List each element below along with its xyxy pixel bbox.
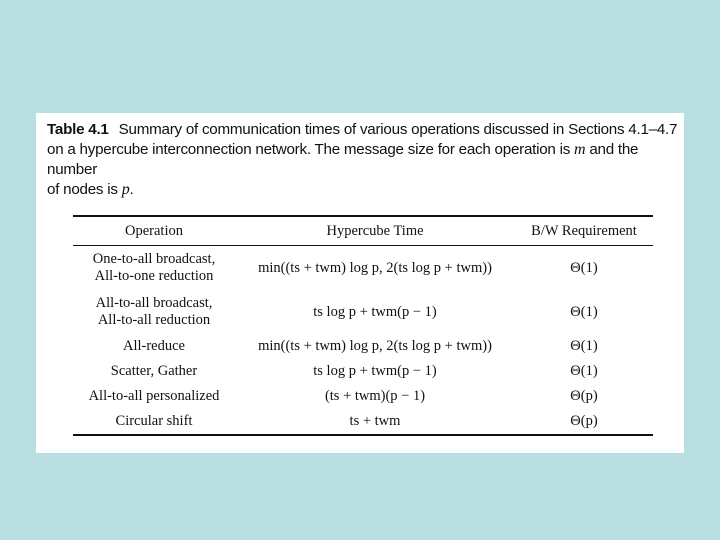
caption-line-3: of nodes is	[47, 181, 122, 198]
time-cell: min((ts + twm) log p, 2(ts log p + twm))	[258, 338, 492, 354]
operation-cell	[73, 251, 235, 285]
operation-line: One-to-all broadcast,	[92, 251, 216, 267]
time-cell: (ts + twm)(p − 1)	[324, 388, 426, 404]
caption-line-1: Summary of communication times of various operations discussed in Sections 4.1–4.7	[118, 121, 678, 138]
bw-cell: Θ(p)	[570, 413, 598, 429]
header-operation: Operation	[125, 222, 183, 239]
bw-cell: Θ(1)	[570, 338, 598, 354]
time-cell: min((ts + twm) log p, 2(ts log p + twm))	[258, 259, 492, 276]
operation-line: All-to-all reduction	[97, 312, 211, 328]
operation-cell: Circular shift	[115, 413, 193, 429]
caption-line-2-end: and the number	[47, 141, 639, 178]
table-caption	[47, 120, 682, 200]
header-hypercube-time: Hypercube Time	[326, 222, 424, 239]
table-row	[73, 359, 653, 384]
bottom-rule	[73, 434, 653, 436]
message-size-variable: m	[574, 141, 586, 158]
operation-cell	[73, 295, 235, 329]
nodes-variable: p	[121, 181, 130, 198]
table-row	[73, 409, 653, 434]
operation-cell: All-reduce	[123, 338, 185, 354]
time-cell: ts log p + twm(p − 1)	[313, 363, 437, 379]
bw-cell: Θ(1)	[570, 259, 598, 276]
bw-cell: Θ(1)	[570, 303, 598, 320]
caption-label: Table 4.1	[47, 121, 109, 138]
table-panel	[36, 113, 684, 453]
operation-cell: All-to-all personalized	[88, 388, 220, 404]
table-row	[73, 246, 653, 290]
communication-times-table	[73, 215, 653, 436]
table-row	[73, 334, 653, 359]
table-row	[73, 290, 653, 334]
bw-cell: Θ(1)	[570, 363, 598, 379]
table-row	[73, 384, 653, 409]
table-header	[73, 217, 653, 245]
bw-cell: Θ(p)	[570, 388, 598, 404]
operation-line: All-to-all broadcast,	[95, 295, 213, 311]
time-cell: ts + twm	[349, 413, 401, 429]
caption-period: .	[129, 181, 134, 198]
time-cell: ts log p + twm(p − 1)	[313, 303, 437, 320]
header-bw-requirement: B/W Requirement	[531, 222, 637, 239]
operation-cell: Scatter, Gather	[110, 363, 198, 379]
operation-line: All-to-one reduction	[94, 268, 214, 284]
caption-line-2: on a hypercube interconnection network. The message size for each operation is	[47, 141, 575, 158]
